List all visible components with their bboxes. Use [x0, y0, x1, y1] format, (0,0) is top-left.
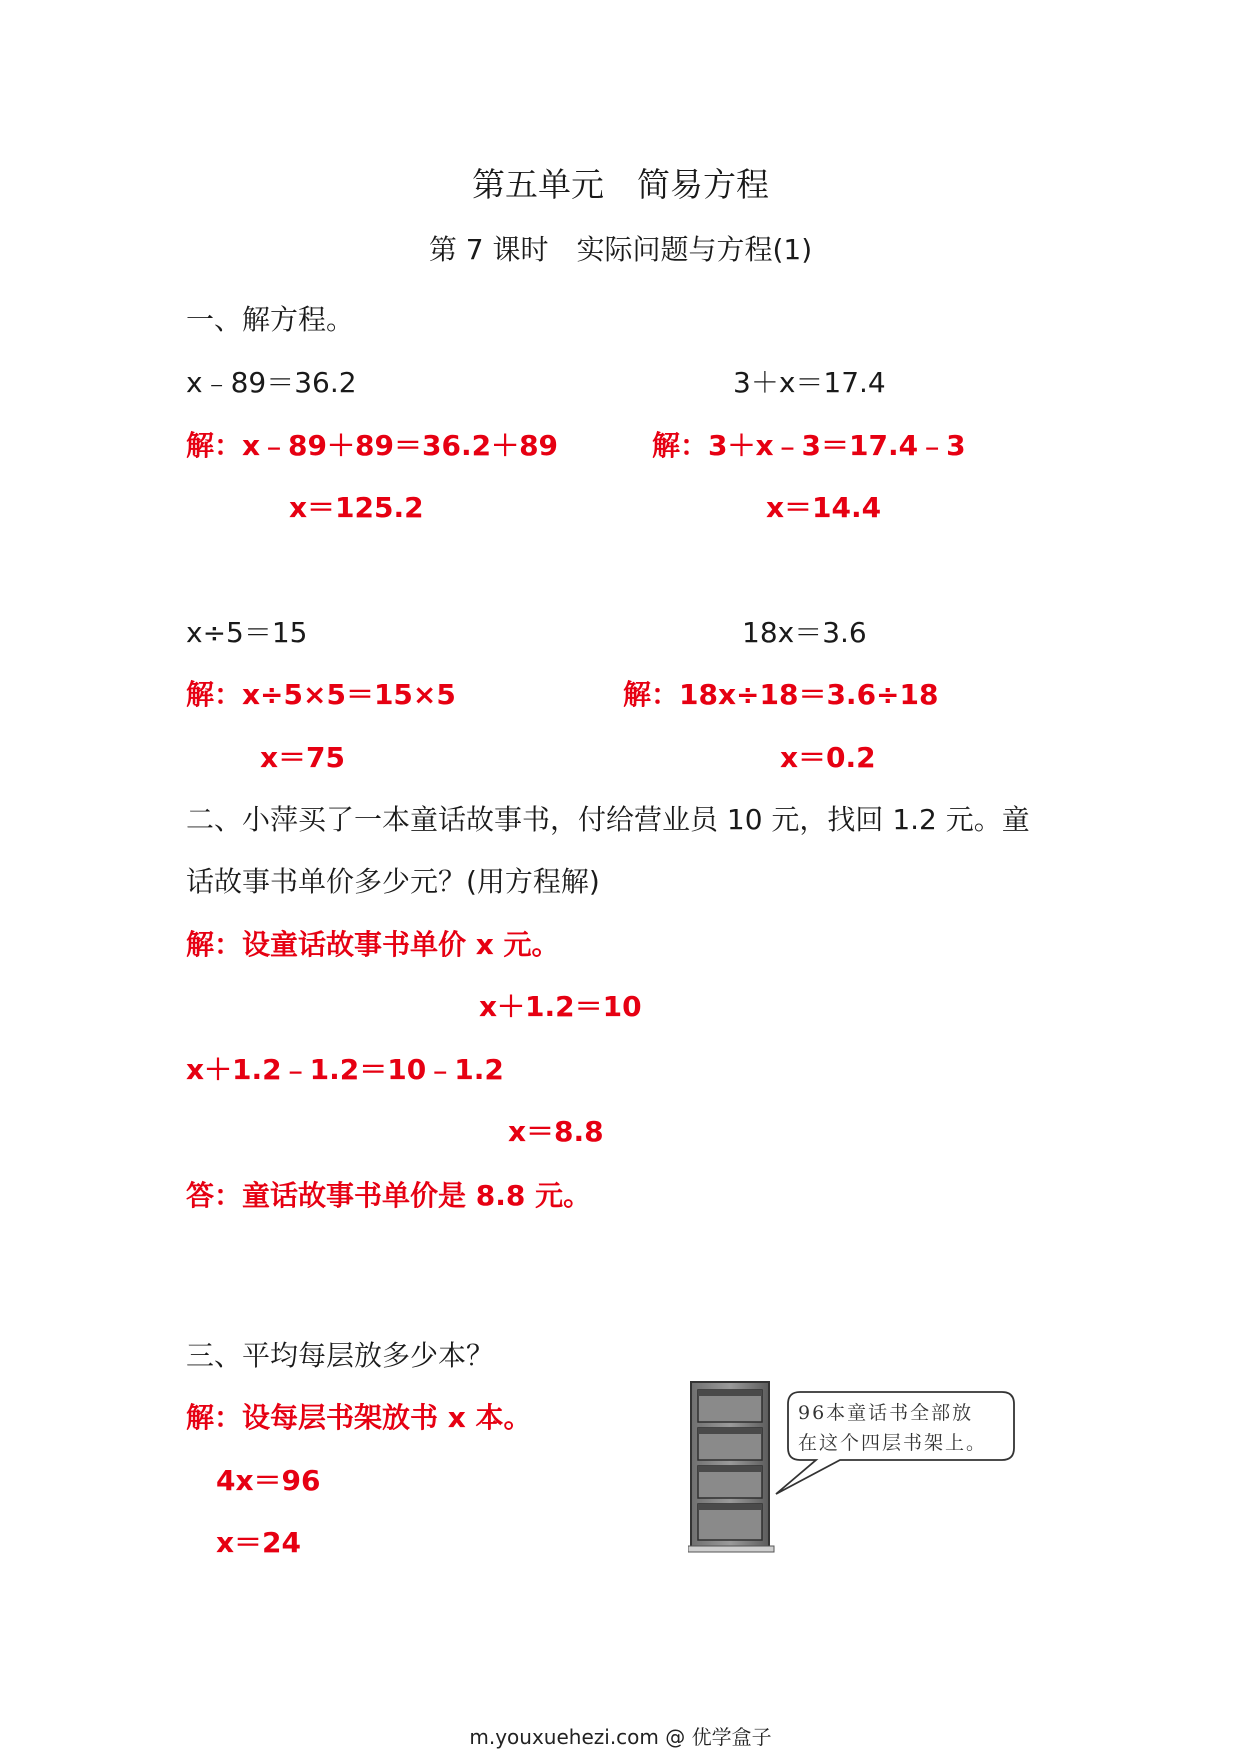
problem3-answer: x＝75 — [260, 741, 346, 774]
problem4-step: 解：18x÷18＝3.6÷18 — [623, 678, 939, 711]
section1-heading: 一、解方程。 — [186, 303, 355, 336]
problem1-question: x﹣89＝36.2 — [186, 366, 357, 399]
speech-bubble-line2: 在这个四层书架上。 — [798, 1432, 988, 1454]
problem3-question: x÷5＝15 — [186, 616, 308, 649]
section2-result: x＝8.8 — [508, 1115, 604, 1148]
problem2-answer: x＝14.4 — [766, 491, 882, 524]
section2-step: x＋1.2﹣1.2＝10﹣1.2 — [186, 1053, 504, 1086]
section2-equation: x＋1.2＝10 — [479, 990, 642, 1023]
page-title: 第五单元 简易方程 — [472, 165, 769, 204]
footer-watermark: m.youxuehezi.com @ 优学盒子 — [469, 1725, 772, 1749]
problem2-step: 解：3＋x﹣3＝17.4﹣3 — [652, 429, 966, 462]
problem2-question: 3＋x＝17.4 — [733, 366, 886, 399]
section3-question: 三、平均每层放多少本？ — [186, 1339, 495, 1372]
problem4-answer: x＝0.2 — [780, 741, 876, 774]
problem1-step: 解：x﹣89＋89＝36.2＋89 — [186, 429, 559, 462]
section2-question-line2: 话故事书单价多少元？(用方程解) — [186, 865, 600, 898]
section2-answer: 答：童话故事书单价是 8.8 元。 — [186, 1179, 592, 1212]
problem1-answer: x＝125.2 — [289, 491, 424, 524]
problem4-question: 18x＝3.6 — [742, 616, 867, 649]
problem3-step: 解：x÷5×5＝15×5 — [186, 678, 456, 711]
bookshelf-icon — [688, 1380, 778, 1554]
section3-let: 解：设每层书架放书 x 本。 — [186, 1401, 532, 1434]
section2-question-line1: 二、小萍买了一本童话故事书，付给营业员 10 元，找回 1.2 元。童 — [186, 803, 1030, 836]
section2-let: 解：设童话故事书单价 x 元。 — [186, 928, 560, 961]
section3-equation: 4x＝96 — [216, 1464, 321, 1497]
section3-result: x＝24 — [216, 1526, 302, 1559]
lesson-subtitle: 第 7 课时 实际问题与方程(1) — [428, 233, 813, 266]
speech-bubble-line1: 96本童话书全部放 — [798, 1402, 974, 1424]
